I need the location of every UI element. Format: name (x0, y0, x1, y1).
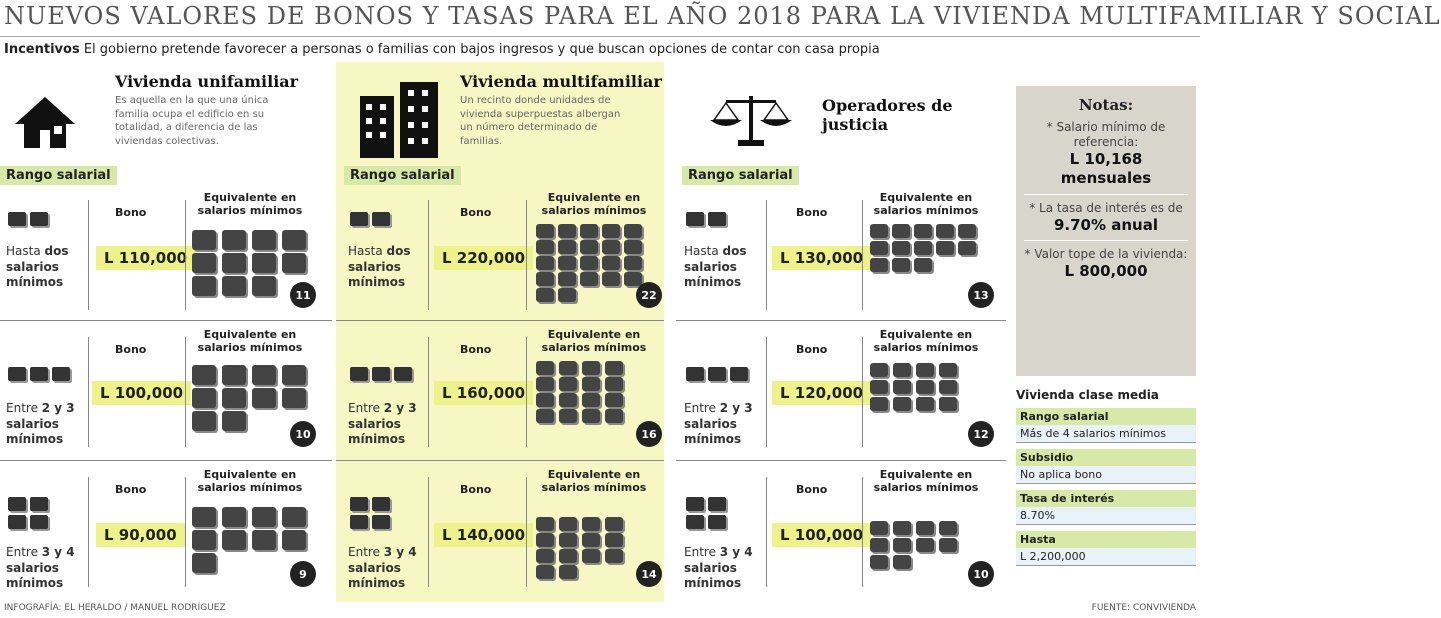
row-label: Entre 2 y 3 salarios mínimos (684, 401, 753, 447)
clase-key: Tasa de interés (1016, 490, 1196, 507)
bono-header: Bono (115, 483, 147, 496)
row-2 (336, 327, 664, 457)
bono-value: L 140,000 (434, 523, 533, 547)
note-tasa: * La tasa de interés es de 9.70% anual (1029, 200, 1183, 234)
house-icon (10, 92, 80, 152)
row-1 (336, 190, 664, 320)
money-icon (8, 497, 58, 529)
note-salario: * Salario mínimo de referencia: L 10,168 mensuales (1046, 120, 1166, 187)
row-label: Entre 3 y 4 salarios mínimos (348, 545, 417, 591)
page-title: NUEVOS VALORES DE BONOS Y TASAS PARA EL AÑO 2018 PARA LA VIVIENDA MULTIFAMILIAR Y SOCIAL (4, 2, 1441, 30)
clase-value: Más de 4 salarios mínimos (1016, 425, 1196, 443)
notes-title: Notas: (1078, 96, 1134, 114)
row-label: Entre 2 y 3 salarios mínimos (6, 401, 75, 447)
row-3 (676, 467, 1006, 597)
clase-key: Rango salarial (1016, 408, 1196, 425)
row-1 (0, 190, 332, 320)
coin-grid (536, 361, 623, 423)
equivalente-header: Equivalente en salarios mínimos (197, 328, 303, 354)
column-title: Vivienda unifamiliar (115, 72, 299, 91)
note-tope: * Valor tope de la vivienda: L 800,000 (1024, 247, 1188, 281)
rango-header: Rango salarial (344, 166, 461, 185)
row-label: Entre 2 y 3 salarios mínimos (348, 401, 417, 447)
equivalente-header: Equivalente en salarios mínimos (873, 468, 979, 494)
count-badge: 10 (290, 421, 316, 447)
bono-header: Bono (115, 206, 147, 219)
equivalente-header: Equivalente en salarios mínimos (541, 468, 647, 494)
notes-panel (1016, 86, 1196, 376)
column-title: Vivienda multifamiliar (460, 72, 662, 91)
row-3 (0, 467, 332, 597)
coin-grid (870, 224, 976, 272)
count-badge: 12 (968, 421, 994, 447)
row-label: Hasta dos salarios mínimos (6, 244, 69, 290)
count-badge: 22 (636, 282, 662, 308)
money-icon (686, 367, 748, 381)
clase-key: Hasta (1016, 531, 1196, 548)
row-1 (676, 190, 1006, 320)
coin-grid (870, 521, 957, 569)
coin-grid (192, 230, 306, 296)
bono-header: Bono (460, 343, 492, 356)
count-badge: 16 (636, 421, 662, 447)
source-text: FUENTE: CONVIVIENDA (1091, 603, 1196, 613)
equivalente-header: Equivalente en salarios mínimos (541, 191, 647, 217)
money-icon (686, 497, 736, 529)
column-justicia (676, 62, 1006, 602)
money-icon (350, 212, 390, 226)
column-unifamiliar (0, 62, 332, 602)
bono-value: L 130,000 (772, 246, 871, 270)
bono-value: L 160,000 (434, 381, 533, 405)
money-icon (350, 367, 412, 381)
money-icon (350, 497, 400, 529)
bono-value: L 100,000 (92, 381, 191, 405)
column-desc: Es aquella en la que una única familia ocupa el edificio en su totalidad, a diferencia de las viviendas colectivas. (115, 95, 269, 147)
coin-grid (870, 363, 957, 411)
bono-header: Bono (796, 483, 828, 496)
row-2 (0, 327, 332, 457)
coin-grid (192, 507, 306, 573)
bono-value: L 90,000 (96, 523, 185, 547)
bono-value: L 120,000 (772, 381, 871, 405)
row-label: Entre 3 y 4 salarios mínimos (684, 545, 753, 591)
equivalente-header: Equivalente en salarios mínimos (197, 191, 303, 217)
bono-header: Bono (796, 206, 828, 219)
row-label: Entre 3 y 4 salarios mínimos (6, 545, 75, 591)
count-badge: 13 (968, 282, 994, 308)
clase-value: L 2,200,000 (1016, 548, 1196, 566)
count-badge: 11 (290, 282, 316, 308)
row-label: Hasta dos salarios mínimos (348, 244, 411, 290)
column-multifamiliar (336, 62, 664, 602)
bono-value: L 100,000 (772, 523, 871, 547)
count-badge: 10 (968, 561, 994, 587)
equivalente-header: Equivalente en salarios mínimos (873, 191, 979, 217)
money-icon (8, 212, 48, 226)
count-badge: 14 (636, 561, 662, 587)
row-3 (336, 467, 664, 597)
bono-value: L 220,000 (434, 246, 533, 270)
column-title: Operadores de justicia (822, 96, 953, 135)
bono-header: Bono (460, 206, 492, 219)
clase-key: Subsidio (1016, 449, 1196, 466)
coin-grid (536, 224, 642, 302)
column-desc: Un recinto donde unidades de vivienda superpuestas albergan un número determinado de familias. (460, 95, 621, 147)
equivalente-header: Equivalente en salarios mínimos (873, 328, 979, 354)
count-badge: 9 (290, 561, 316, 587)
row-2 (676, 327, 1006, 457)
clase-value: No aplica bono (1016, 466, 1196, 484)
rango-header: Rango salarial (682, 166, 799, 185)
clase-value: 8.70% (1016, 507, 1196, 525)
clase-media-title: Vivienda clase media (1016, 388, 1159, 402)
bono-header: Bono (115, 343, 147, 356)
scales-icon (706, 90, 796, 150)
equivalente-header: Equivalente en salarios mínimos (541, 328, 647, 354)
bono-value: L 110,000 (96, 246, 195, 270)
money-icon (8, 367, 70, 381)
buildings-icon (356, 76, 446, 160)
coin-grid (192, 365, 306, 431)
intro-body: El gobierno pretende favorecer a personas o familias con bajos ingresos y que buscan opciones de contar con casa propia (83, 42, 880, 57)
clase-media-panel (1016, 388, 1196, 566)
bono-header: Bono (796, 343, 828, 356)
equivalente-header: Equivalente en salarios mínimos (197, 468, 303, 494)
money-icon (686, 212, 726, 226)
title-rule (0, 36, 1200, 37)
bono-header: Bono (460, 483, 492, 496)
intro-lead: Incentivos (4, 42, 80, 57)
row-label: Hasta dos salarios mínimos (684, 244, 747, 290)
credit-text: INFOGRAFÍA: EL HERALDO / MANUEL RODRÍGUEZ (4, 603, 226, 613)
coin-grid (536, 517, 623, 579)
rango-header: Rango salarial (0, 166, 117, 185)
intro-text (4, 42, 880, 57)
